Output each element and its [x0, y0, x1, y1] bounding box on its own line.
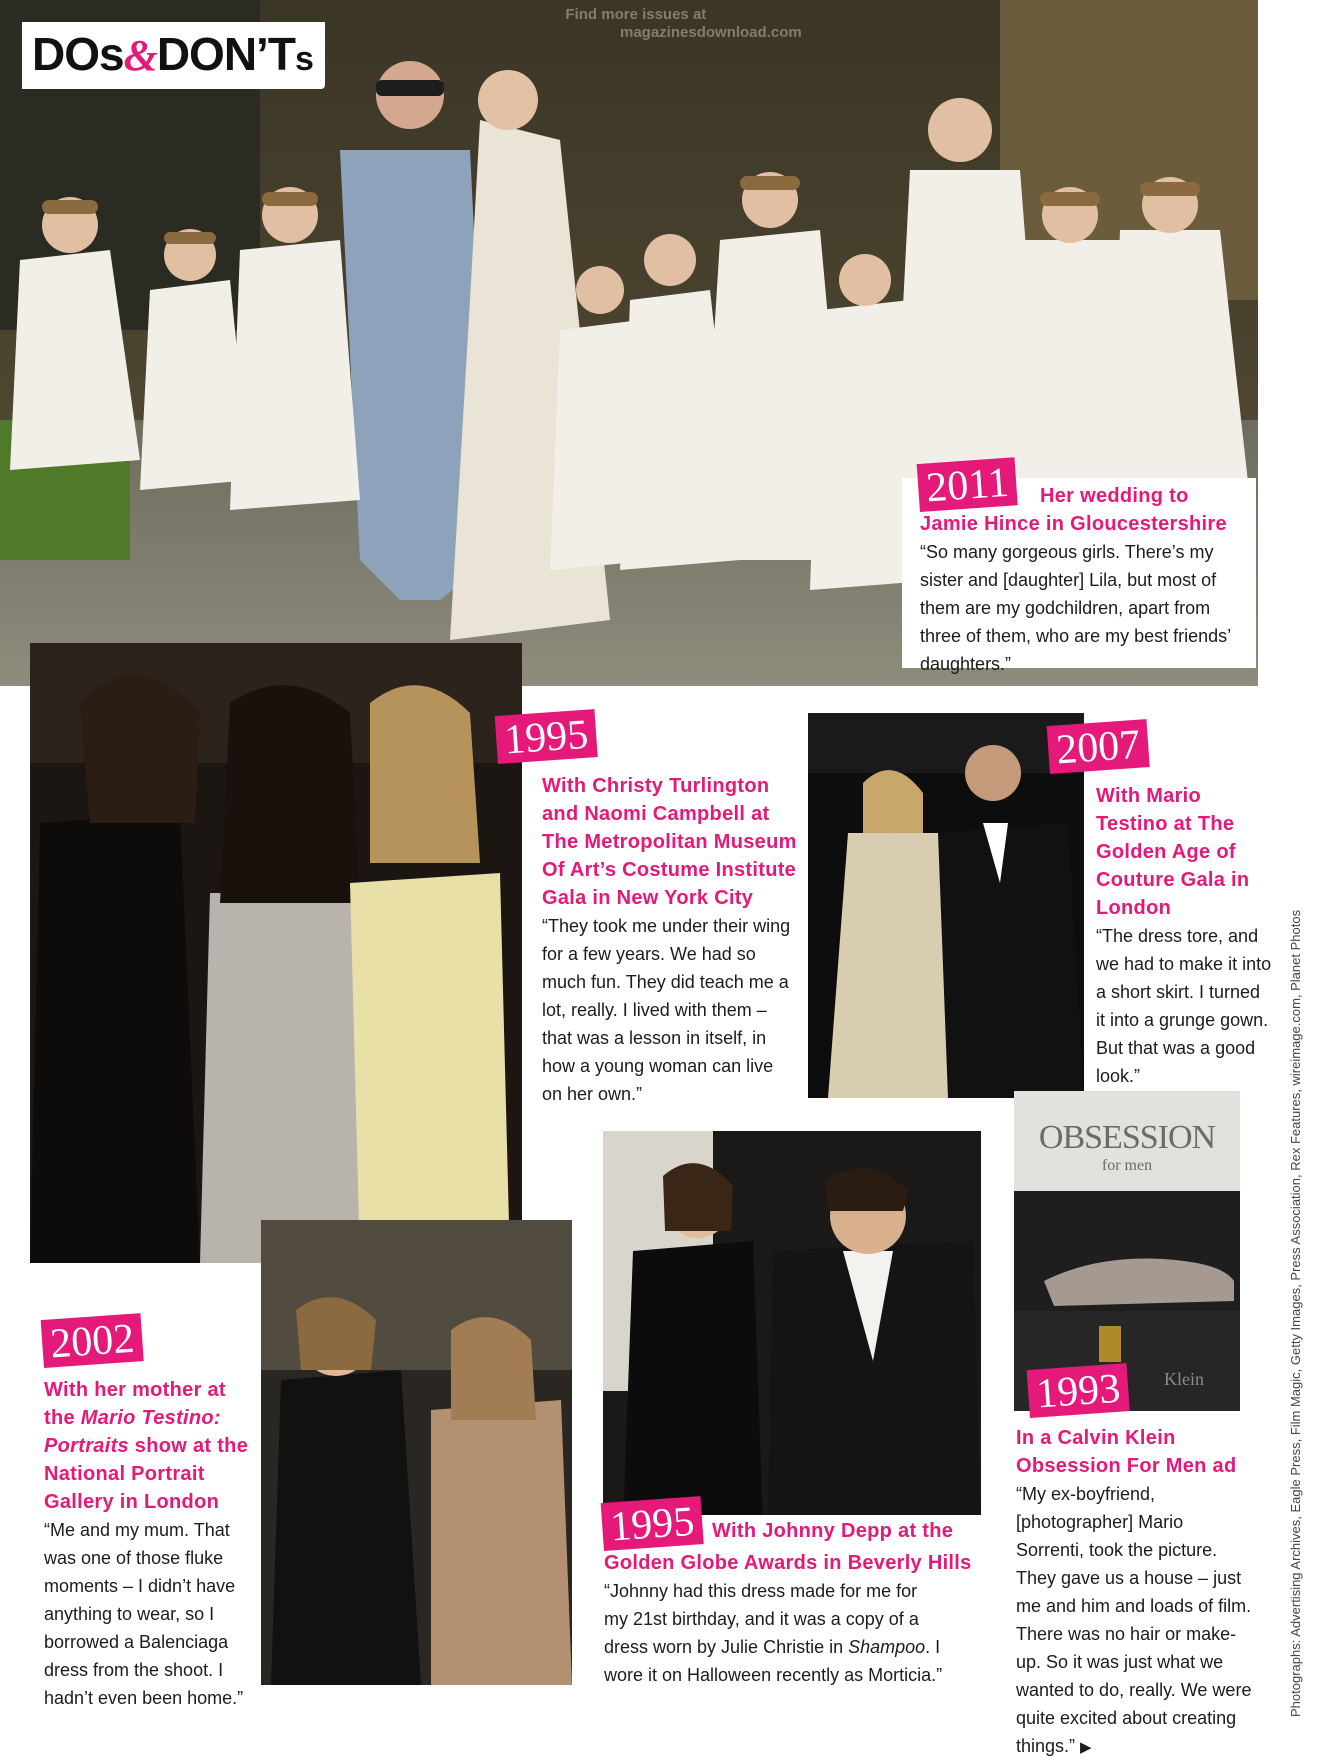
met-gala-photo-art: [30, 643, 522, 1263]
watermark-line1: Find more issues at: [565, 6, 707, 23]
photo-credits: Photographs: Advertising Archives, Eagle Press, Film Magic, Getty Images, Press Association, Rex Features, wireimage.com, Planet Photos: [1288, 909, 1303, 1717]
caption-2007-quote: “The dress tore, and we had to make it into a short skirt. I turned it into a grunge gown. But that was a good look.”: [1096, 926, 1272, 1086]
caption-2007: [1050, 721, 1272, 1090]
obsession-klein-text: Klein: [1164, 1369, 1204, 1389]
couture-photo-art: [808, 713, 1084, 1098]
year-badge-2002: 2002: [41, 1313, 144, 1368]
caption-2011-quote: “So many gorgeous girls. There’s my sister and [daughter] Lila, but most of them are my godchildren, apart from three of them, who are my best friends’ daughters.”: [920, 542, 1231, 674]
photo-obsession-1993: [1014, 1091, 1240, 1411]
obsession-sub-text: for men: [1101, 1157, 1153, 1174]
caption-1995-met-title: With Christy Turlington and Naomi Campbell at The Metropolitan Museum Of Art’s Costume Institute Gala in New York City: [542, 775, 797, 909]
caption-1993: [1016, 1365, 1266, 1762]
header-donts: DON’T: [156, 28, 295, 80]
caption-2007-title: With Mario Testino at The Golden Age of Couture Gala in London: [1096, 785, 1250, 919]
caption-2011-title-line1: Her wedding to: [1040, 485, 1189, 507]
caption-1995-globes-title-line2: Golden Globe Awards in Beverly Hills: [604, 1552, 972, 1574]
caption-1995-globes-quote-pre: “Johnny had this dress made for me for my 21st birthday, and it was a copy of a dress worn by Julie Christie in: [604, 1581, 919, 1657]
watermark: [470, 6, 802, 42]
year-badge-2011: 2011: [917, 457, 1019, 512]
caption-2011: [902, 459, 1256, 674]
year-badge-1995-globes: 1995: [601, 1496, 704, 1551]
caption-2002-title-pre: With her mother at the: [44, 1379, 226, 1429]
caption-2002-quote: “Me and my mum. That was one of those fluke moments – I didn’t have anything to wear, so I borrowed a Balenciaga dress from the shoot. I hadn’t even been home.”: [44, 1520, 244, 1708]
caption-1993-quote: [1016, 1480, 1256, 1762]
caption-1995-met: [496, 711, 802, 1108]
caption-1995-globes: [604, 1498, 984, 1689]
header-dos: DOs: [32, 28, 124, 80]
caption-1993-quote-text: “My ex-boyfriend, [photographer] Mario Sorrenti, took the picture. They gave us a house – just me and him and loads of film. There was no hair or make-up. So it was just what we wanted to do, really. We were quite excited about creating things.”: [1016, 1484, 1252, 1756]
caption-2002: [44, 1315, 260, 1712]
caption-1995-met-quote: “They took me under their wing for a few years. We had so much fun. They did teach me a lot, really. I lived with them – that was a lesson in itself, in how a young woman can live on her own.”: [542, 916, 791, 1104]
caption-1995-globes-quote: [604, 1577, 944, 1689]
caption-1995-globes-quote-post: . I wore it on Halloween recently as Morticia.”: [604, 1637, 943, 1685]
obsession-photo-art: [1014, 1091, 1240, 1411]
caption-1995-globes-title-line1: With Johnny Depp at the: [712, 1520, 954, 1542]
continue-arrow-icon: ▶: [1080, 1739, 1092, 1756]
header-amp: &: [123, 31, 157, 80]
portrait-photo-art: [261, 1220, 572, 1685]
caption-2011-title-line2: Jamie Hince in Gloucestershire: [920, 513, 1227, 535]
caption-2002-title-post: show at the National Portrait Gallery in London: [44, 1435, 249, 1513]
golden-globes-photo-art: [603, 1131, 981, 1526]
year-badge-2007: 2007: [1047, 719, 1150, 774]
caption-2002-title: [44, 1376, 260, 1516]
photo-golden-globes-1995: [603, 1131, 981, 1526]
photo-met-gala-1995: [30, 643, 522, 1263]
year-badge-1995-met: 1995: [495, 709, 598, 764]
obsession-brand-text: OBSESSION: [1038, 1119, 1216, 1156]
caption-1993-title: In a Calvin Klein Obsession For Men ad: [1016, 1427, 1237, 1477]
section-header: [22, 22, 325, 89]
photo-portrait-2002: [261, 1220, 572, 1685]
watermark-line2: magazinesdownload.com: [620, 24, 802, 41]
caption-2002-title-em: Mario Testino: Portraits: [44, 1407, 221, 1457]
year-badge-1993: 1993: [1027, 1363, 1130, 1418]
caption-1995-globes-quote-em: Shampoo: [848, 1637, 926, 1657]
photo-couture-2007: [808, 713, 1084, 1098]
header-s: s: [294, 40, 313, 78]
